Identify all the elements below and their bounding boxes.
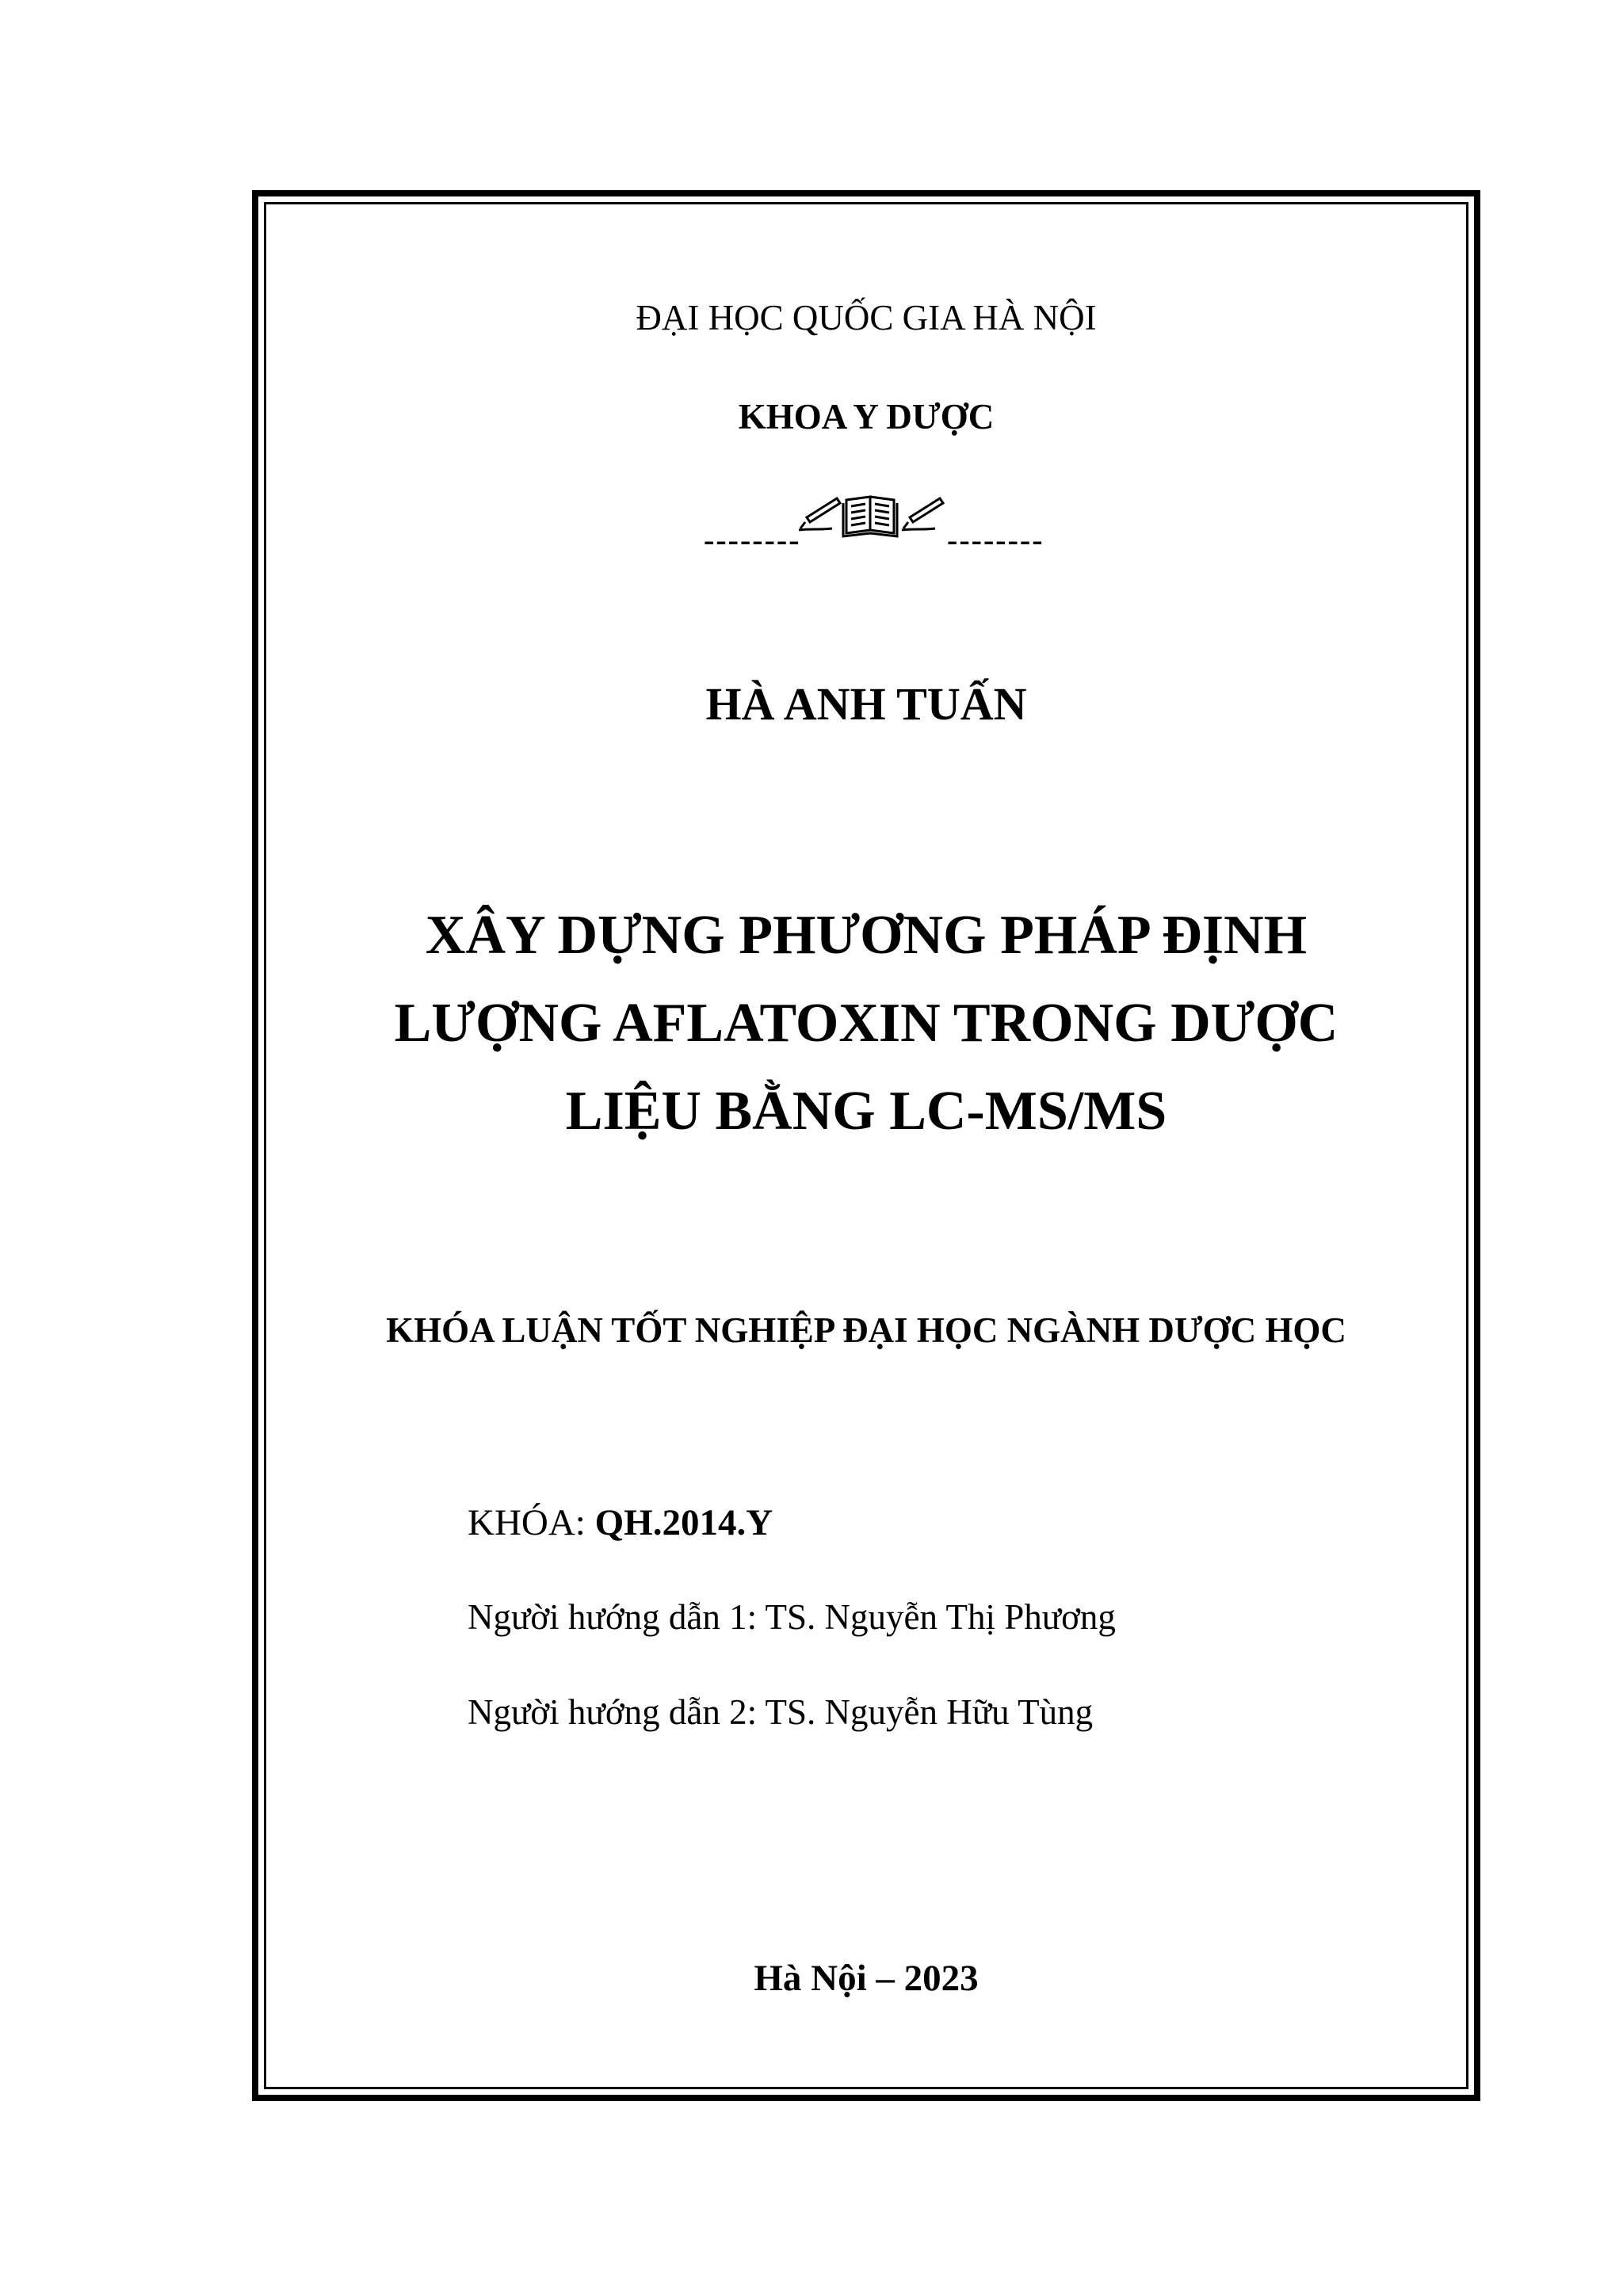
course-label: KHÓA: bbox=[468, 1502, 595, 1543]
place-and-year: Hà Nội – 2023 bbox=[754, 1958, 979, 1999]
faculty-name: KHOA Y DƯỢC bbox=[738, 397, 995, 437]
right-quill-icon bbox=[902, 498, 943, 530]
author-name: HÀ ANH TUẤN bbox=[705, 678, 1027, 730]
ornament-right-dashes: -------- bbox=[947, 522, 1044, 558]
thesis-title bbox=[264, 891, 1468, 1155]
course-value: QH.2014.Y bbox=[594, 1502, 773, 1543]
open-book-icon bbox=[843, 497, 897, 536]
thesis-title-line: LƯỢNG AFLATOXIN TRONG DƯỢC bbox=[394, 993, 1338, 1054]
thesis-title-line: XÂY DỰNG PHƯƠNG PHÁP ĐỊNH bbox=[425, 905, 1308, 966]
advisor-2: Người hướng dẫn 2: TS. Nguyễn Hữu Tùng bbox=[468, 1692, 1094, 1732]
thesis-type: KHÓA LUẬN TỐT NGHIỆP ĐẠI HỌC NGÀNH DƯỢC HỌC bbox=[386, 1310, 1346, 1350]
advisor-1: Người hướng dẫn 1: TS. Nguyễn Thị Phương bbox=[468, 1597, 1116, 1637]
ornament-left-dashes: -------- bbox=[704, 522, 801, 558]
left-quill-icon bbox=[799, 498, 840, 530]
university-name: ĐẠI HỌC QUỐC GIA HÀ NỘI bbox=[636, 298, 1097, 338]
thesis-title-line: LIỆU BẰNG LC-MS/MS bbox=[565, 1081, 1167, 1142]
course-line bbox=[468, 1501, 773, 1544]
